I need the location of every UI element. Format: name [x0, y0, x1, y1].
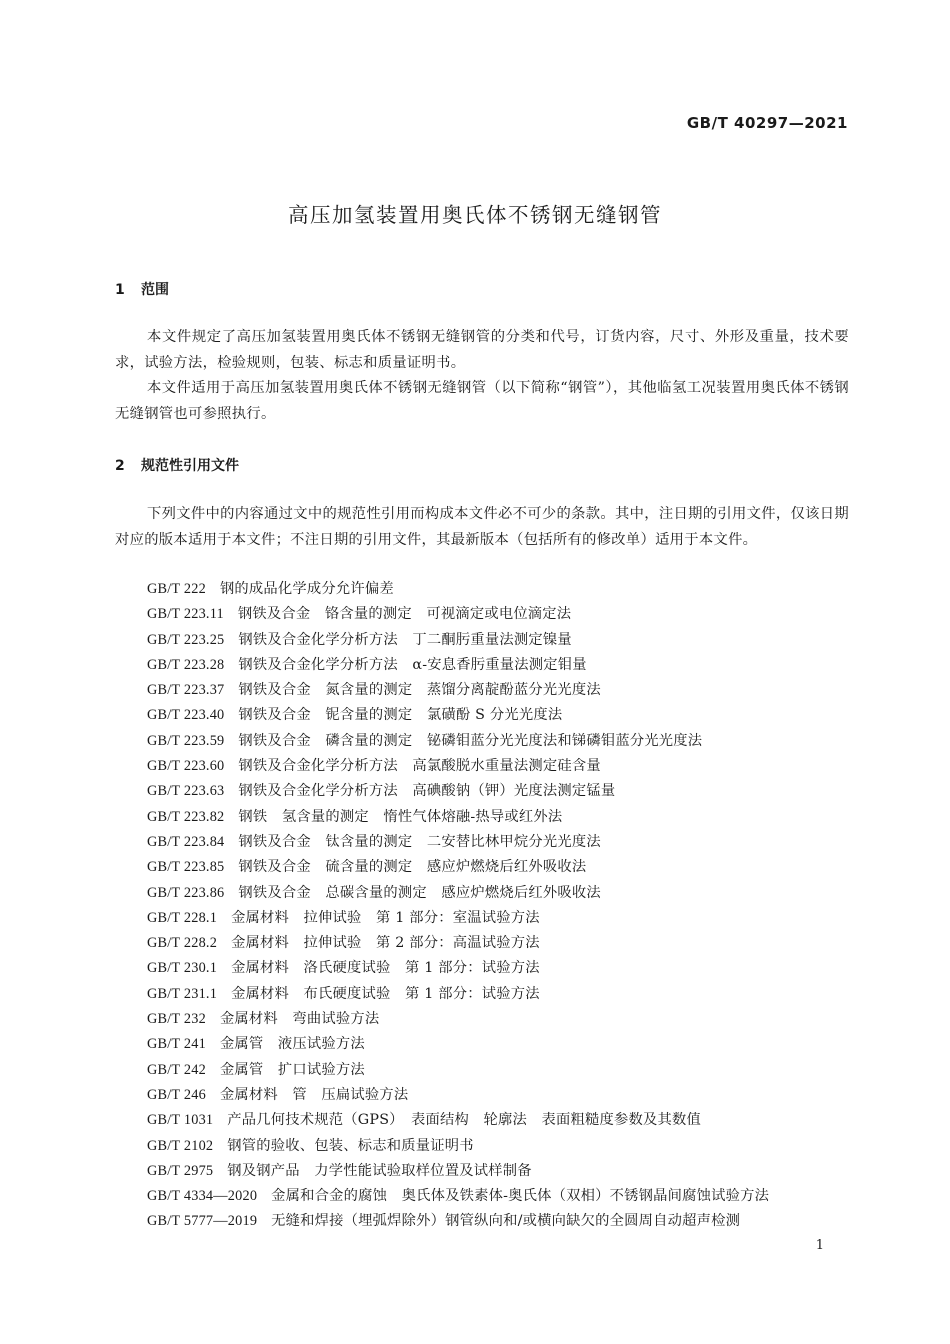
reference-code: GB/T 2102: [147, 1137, 214, 1154]
scope-paragraph-1: 本文件规定了高压加氢装置用奥氏体不锈钢无缝钢管的分类和代号，订货内容，尺寸、外形及重量，技术要求，试验方法，检验规则，包装、标志和质量证明书。: [115, 329, 849, 371]
reference-item: [147, 1209, 847, 1234]
section-title: 范围: [141, 282, 169, 298]
reference-title: 金属材料 拉伸试验 第 1 部分：室温试验方法: [231, 909, 540, 926]
reference-code: GB/T 241: [147, 1036, 206, 1053]
reference-title: 钢铁及合金化学分析方法 丁二酮肟重量法测定镍量: [238, 631, 572, 648]
reference-code: GB/T 2975: [147, 1162, 214, 1179]
reference-code: GB/T 4334—2020: [147, 1188, 258, 1205]
reference-title: 钢铁及合金 总碳含量的测定 感应炉燃烧后红外吸收法: [238, 884, 601, 901]
reference-item: [147, 1184, 847, 1209]
reference-title: 金属管 扩口试验方法: [219, 1061, 365, 1078]
reference-title: 钢铁及合金 铌含量的测定 氯磺酚 S 分光光度法: [238, 707, 563, 724]
section-number: 1: [115, 282, 125, 298]
reference-item: [147, 931, 847, 956]
reference-title: 金属材料 洛氏硬度试验 第 1 部分：试验方法: [231, 960, 540, 977]
reference-list: [147, 577, 847, 1235]
reference-item: [147, 1032, 847, 1057]
reference-code: GB/T 222: [147, 581, 206, 597]
document-title: 高压加氢装置用奥氏体不锈钢无缝钢管: [288, 203, 662, 227]
reference-title: 金属材料 布氏硬度试验 第 1 部分：试验方法: [231, 985, 540, 1002]
reference-code: GB/T 231.1: [147, 985, 218, 1002]
reference-code: GB/T 223.59: [147, 732, 225, 749]
section-2-heading: [115, 455, 239, 475]
reference-title: 金属管 液压试验方法: [219, 1036, 365, 1053]
section-title: 规范性引用文件: [141, 458, 239, 474]
reference-title: 钢铁及合金 钛含量的测定 二安替比林甲烷分光光度法: [238, 833, 601, 850]
reference-item: [147, 729, 847, 754]
reference-code: GB/T 246: [147, 1086, 206, 1103]
reference-item: [147, 779, 847, 804]
reference-item: [147, 653, 847, 678]
reference-title: 钢的成品化学成分允许偏差: [219, 581, 394, 597]
reference-code: GB/T 223.82: [147, 808, 225, 825]
reference-title: 金属和合金的腐蚀 奥氏体及铁素体-奥氏体（双相）不锈钢晶间腐蚀试验方法: [271, 1188, 770, 1205]
reference-title: 钢铁及合金化学分析方法 高氯酸脱水重量法测定硅含量: [238, 758, 601, 775]
reference-item: [147, 602, 847, 627]
reference-item: [147, 1108, 847, 1133]
reference-code: GB/T 228.1: [147, 909, 218, 926]
reference-code: GB/T 5777—2019: [147, 1213, 258, 1230]
reference-item: [147, 982, 847, 1007]
reference-code: GB/T 223.84: [147, 833, 225, 850]
reference-item: [147, 1007, 847, 1032]
reference-item: [147, 1058, 847, 1083]
normative-references-intro: 下列文件中的内容通过文中的规范性引用而构成本文件必不可少的条款。其中，注日期的引用文件，仅该日期对应的版本适用于本文件；不注日期的引用文件，其最新版本（包括所有的修改单）适用于本文件。: [115, 506, 849, 548]
reference-title: 金属材料 管 压扁试验方法: [219, 1086, 409, 1103]
reference-item: [147, 805, 847, 830]
reference-title: 钢铁及合金化学分析方法 高碘酸钠（钾）光度法测定锰量: [238, 783, 616, 800]
reference-title: 产品几何技术规范（GPS） 表面结构 轮廓法 表面粗糙度参数及其数值: [227, 1112, 701, 1129]
reference-code: GB/T 223.11: [147, 606, 224, 623]
reference-item: [147, 628, 847, 653]
reference-title: 金属材料 弯曲试验方法: [219, 1011, 380, 1028]
reference-title: 钢铁及合金 氮含量的测定 蒸馏分离靛酚蓝分光光度法: [238, 682, 601, 699]
reference-code: GB/T 223.28: [147, 656, 225, 673]
reference-title: 无缝和焊接（埋弧焊除外）钢管纵向和/或横向缺欠的全圆周自动超声检测: [271, 1213, 741, 1230]
reference-item: [147, 678, 847, 703]
reference-title: 钢管的验收、包装、标志和质量证明书: [227, 1137, 474, 1154]
reference-title: 钢铁及合金 铬含量的测定 可视滴定或电位滴定法: [237, 606, 572, 623]
reference-code: GB/T 223.60: [147, 758, 225, 775]
section-number: 2: [115, 458, 125, 474]
reference-code: GB/T 223.86: [147, 884, 225, 901]
reference-item: [147, 1083, 847, 1108]
reference-code: GB/T 1031: [147, 1112, 214, 1129]
reference-code: GB/T 223.85: [147, 859, 225, 876]
reference-item: [147, 577, 847, 602]
scope-paragraph-2: 本文件适用于高压加氢装置用奥氏体不锈钢无缝钢管（以下简称“钢管”），其他临氢工况装置用奥氏体不锈钢无缝钢管也可参照执行。: [115, 380, 849, 422]
reference-item: [147, 881, 847, 906]
reference-code: GB/T 232: [147, 1011, 206, 1028]
reference-title: 钢铁 氢含量的测定 惰性气体熔融-热导或红外法: [238, 808, 563, 825]
reference-item: [147, 956, 847, 981]
reference-title: 钢铁及合金 磷含量的测定 铋磷钼蓝分光光度法和锑磷钼蓝分光光度法: [238, 732, 703, 749]
reference-item: [147, 855, 847, 880]
reference-title: 金属材料 拉伸试验 第 2 部分：高温试验方法: [231, 935, 540, 952]
standard-number: GB/T 40297—2021: [686, 114, 848, 132]
reference-title: 钢铁及合金 硫含量的测定 感应炉燃烧后红外吸收法: [238, 859, 587, 876]
reference-item: [147, 703, 847, 728]
reference-title: 钢及钢产品 力学性能试验取样位置及试样制备: [227, 1162, 532, 1179]
reference-item: [147, 830, 847, 855]
reference-code: GB/T 223.63: [147, 783, 225, 800]
reference-code: GB/T 242: [147, 1061, 206, 1078]
page-number: 1: [815, 1238, 824, 1253]
reference-code: GB/T 223.37: [147, 682, 225, 699]
reference-item: [147, 1159, 847, 1184]
reference-item: [147, 1134, 847, 1159]
reference-code: GB/T 223.40: [147, 707, 225, 724]
reference-code: GB/T 223.25: [147, 631, 225, 648]
reference-title: 钢铁及合金化学分析方法 α-安息香肟重量法测定钼量: [238, 656, 587, 673]
reference-code: GB/T 228.2: [147, 935, 218, 952]
reference-item: [147, 906, 847, 931]
section-1-heading: [115, 279, 169, 299]
reference-item: [147, 754, 847, 779]
reference-code: GB/T 230.1: [147, 960, 218, 977]
